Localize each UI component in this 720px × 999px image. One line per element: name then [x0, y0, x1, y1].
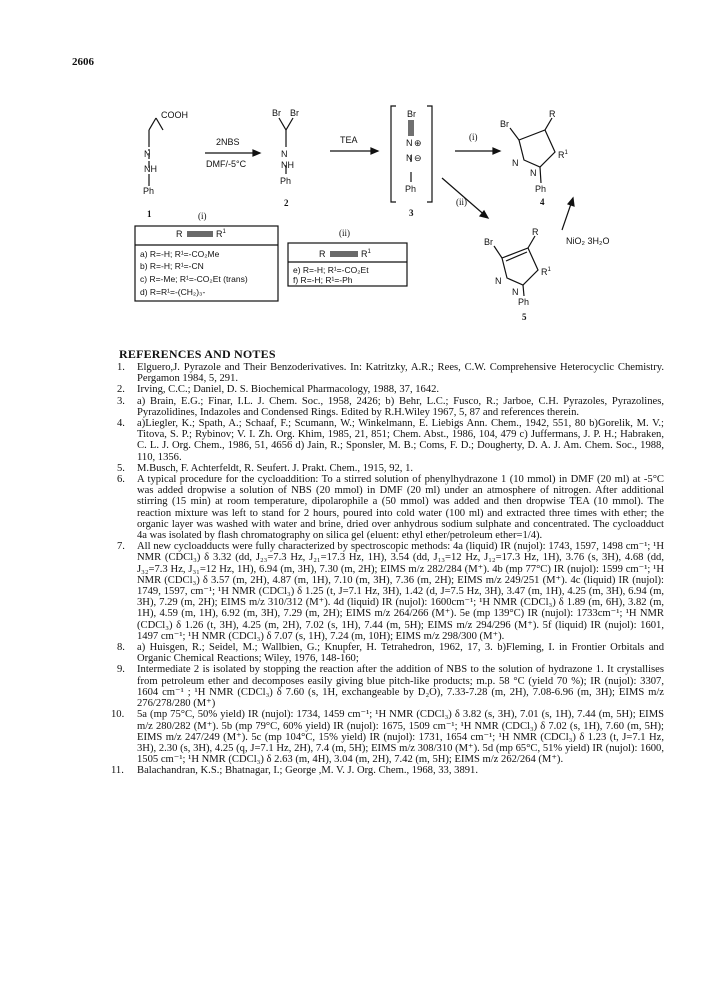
cpd1-n: N — [144, 149, 151, 159]
cpd5-ph: Ph — [518, 297, 530, 307]
cpd3-ph: Ph — [405, 184, 417, 194]
reference-text: a) Brain, E.G.; Finar, I.L. J. Chem. Soc., 1958, 2426; b) Behr, L.C.; Fusco, R.; Jarboe, C.H. Pyrazoles, Pyrazolines, Pyrazolidines, Indazoles and Condensed Rings. Edited by R.H.Wiley 1967, 5, 87 and references therein. — [137, 395, 664, 418]
reference-number: 9. — [117, 664, 125, 676]
cpd3-minus: ⊖ — [414, 153, 422, 163]
cpd5-r: R — [532, 227, 539, 237]
box-i-reagent-left: R — [176, 229, 183, 239]
page-number: 2606 — [72, 56, 94, 68]
reference-text: Irving, C.C.; Daniel, D. S. Biochemical Pharmacology, 1988, 37, 1642. — [137, 384, 440, 396]
reference-number: 4. — [117, 418, 125, 430]
reference-text: All new cycloadducts were fully characterized by spectroscopic methods: 4a (liquid) IR (nujol): 1743, 1597, 1498 cm⁻¹; ¹H NMR (CDCl₃) δ 3.32 (dd, J₂₃=7.3 Hz, J₂₁=17.3 Hz, 1H), 3.54 (dd, J₁₃=12 Hz, J₁₂=17.3 Hz, 1H), 3.76 (s, 3H), 4.68 (dd, J₃₂=7.3 Hz, J₃₁=12 Hz, 1H), 6.94 (m, 3H), 7.30 (m, 2H); EIMS m/z 282/284 (M⁺). 4b (mp 77°C) IR (nujol): 1599 cm⁻¹; ¹H NMR (CDCl₃) δ 3.57 (m, 2H), 4.87 (m, 1H), 7.10 (m, 3H), 7.36 (m, 2H); EIMS m/z 249/251 (M⁺). 4c (liquid) IR (nujol): 1749, 1597, cm⁻¹; ¹H NMR (CDCl₃) δ 1.25 (t, J=7.1 Hz, 3H), 1.42 (d, J=7.5 Hz, 3H), 3.47 (m, 1H), 4.25 (m, 3H), 6.94 (m, 3H), 7.29 (m, 2H); EIMS m/z 310/312 (M⁺). 4d (liquid) IR (nujol): 1600cm⁻¹; ¹H NMR (CDCl₃) δ 1.89 (m, 6H), 3.82 (m, 1H), 4.59 (m, 1H), 6.92 (m, 3H), 7.29 (m, 2H); EIMS m/z 264/266 (M⁺). 5e (mp 139°C) IR (nujol): 1733cm⁻¹; ¹H NMR (CDCl₃) δ 1.26 (t, 3H), 4.25 (m, 2H), 7.02 (s, 1H), 7.44 (m, 5H); EIMS m/z 294/296 (M⁺). 5f (liquid) IR (nujol): 1601, 1497 cm⁻¹; ¹H NMR (CDCl₃) δ 7.07 (s, 1H), 7.24 (m, 10H); EIMS m/z 298/300 (M⁺). — [137, 541, 664, 642]
reference-item — [119, 418, 664, 463]
cpd2-nh: NH — [281, 160, 294, 170]
cpd3-n2: N — [406, 153, 413, 163]
cpd1-group: COOH — [161, 110, 188, 120]
cpd3-plus: ⊕ — [414, 138, 422, 148]
cpd4-n2: N — [530, 168, 537, 178]
reference-item — [119, 541, 664, 642]
reference-item — [119, 396, 664, 418]
arrow-i-label: (i) — [469, 132, 478, 142]
reference-number: 1. — [117, 362, 125, 373]
cpd5-n1: N — [495, 276, 502, 286]
box-i-item-c: c) R=-Me; R¹=-CO₂Et (trans) — [140, 274, 248, 284]
reference-text: Intermediate 2 is isolated by stopping the reaction after the addition of NBS to the solution of hydrazone 1. It crystallises from petroleum ether and decomposes easily giving blue pitch-like products; m.p. 58 °C (yield 70 %); IR (nujol): 3307, 1604 cm⁻¹ ; ¹H NMR (CDCl₃) δ 7.60 (s, 1H, exchangeable by D₂O), 7.33-7.28 (m, 2H), 7.08-6.96 (m, 3H); EIMS m/z 276/278/280 (M⁺) — [137, 664, 664, 710]
reference-text: Balachandran, K.S.; Bhatnagar, I.; George ,M. V. J. Org. Chem., 1968, 33, 3891. — [137, 765, 478, 777]
box-i-item-b: b) R=-H; R¹=-CN — [140, 261, 204, 271]
box-i-heading: (i) — [198, 211, 207, 221]
cpd5-label: 5 — [522, 312, 527, 322]
references-heading: REFERENCES AND NOTES — [119, 347, 276, 361]
cpd4-n1: N — [512, 158, 519, 168]
cpd4-label: 4 — [540, 197, 545, 207]
arrow-ii-label: (ii) — [456, 197, 467, 207]
reference-number: 11. — [111, 765, 124, 777]
cpd2-label: 2 — [284, 198, 289, 208]
box-ii-item-e: e) R=-H; R¹=-CO₂Et — [293, 265, 369, 275]
reference-number: 5. — [117, 462, 125, 474]
arrow1-conditions: DMF/-5°C — [206, 159, 247, 169]
reference-text: Elguero,J. Pyrazole and Their Benzoderivatives. In: Katritzky, A.R.; Rees, C.W. Comprehensive Heterocyclic Chemistry. Pergamon 1984, 5, 291. — [137, 362, 664, 385]
box-ii-reagent-right: $R^1$ — [361, 249, 371, 259]
cpd3-label: 3 — [409, 208, 414, 218]
cpd5-r1: $R^1$ — [541, 267, 551, 277]
reference-item — [111, 709, 664, 766]
cpd2-br-left: Br — [272, 108, 281, 118]
reference-item — [119, 474, 664, 541]
cpd2-br-right: Br — [290, 108, 299, 118]
reference-number: 3. — [117, 395, 125, 407]
references-list — [111, 362, 664, 777]
reference-item — [119, 642, 664, 664]
arrow2-reagent: TEA — [340, 135, 358, 145]
reference-number: 7. — [117, 541, 125, 553]
reference-item — [111, 765, 664, 777]
box-i-item-d: d) R=R¹=-(CH₂)₃- — [140, 287, 206, 297]
reference-number: 8. — [117, 642, 125, 654]
box-i-reagent-right: $R^1$ — [216, 229, 226, 239]
reference-text: a) Huisgen, R.; Seidel, M.; Wallbien, G.; Knupfer, H. Tetrahedron, 1962, 17, 3. b)Fleming, I. in Frontier Orbitals and Organic Chemical Reactions; Wiley, 1976, 148-160; — [137, 642, 664, 665]
reference-text: M.Busch, F. Achterfeldt, R. Seufert. J. Prakt. Chem., 1915, 92, 1. — [137, 462, 414, 474]
reference-item — [119, 362, 664, 384]
reference-item — [119, 664, 664, 709]
reference-item — [119, 384, 664, 395]
reference-number: 6. — [117, 474, 125, 486]
arrow1-reagent: 2NBS — [216, 137, 240, 147]
cpd4-br: Br — [500, 119, 509, 129]
cpd1-ph: Ph — [143, 186, 155, 196]
reference-text: a)Liegler, K.; Spath, A.; Schaaf, F.; Scumann, W.; Winkelmann, E. Liebigs Ann. Chem., 1942, 551, 80 b)Gorelik, M. V.; Titova, S. P.; Rybinov; V. I. Zh. Org. Khim, 1985, 21, 851; Chem. Abst., 1986, 104, 479 c) Juffermans, J. P. H.; Habraken, C. L. J. Org. Chem., 1986, 51, 4656 d) Jain, R.; Sponsler, M. B.; Coms, F. D.; Dougherty, D. A. J. Am. Chem. Soc., 1988, 110, 1356. — [137, 418, 664, 463]
reference-text: 5a (mp 75°C, 50% yield) IR (nujol): 1734, 1459 cm⁻¹; ¹H NMR (CDCl₃) δ 3.82 (s, 3H), 7.01 (s, 1H), 7.44 (m, 5H); EIMS m/z 280/282 (M⁺). 5b (mp 79°C, 60% yield) IR (nujol): 1675, 1509 cm⁻¹; ¹H NMR (CDCl₃) δ 7.02 (s, 1H), 7.60 (m, 5H); EIMS m/z 247/249 (M⁺). 5c (mp 104°C, 15% yield) IR (nujol): 1731, 1654 cm⁻¹; ¹H NMR (CDCl₃) δ 1.23 (t, J=7.1 Hz, 3H), 2.30 (s, 3H), 4.25 (q, J=7.1 Hz, 2H), 7.4 (m, 5H); EIMS m/z 308/310 (M⁺). 5d (mp 65°C, 51% yield) IR (nujol): 1600, 1505 cm⁻¹; ¹H NMR (CDCl₃) δ 2.63 (m, 4H), 3.04 (m, 2H), 7.42 (m, 5H); EIMS m/z 262/264 (M⁺). — [137, 709, 664, 766]
reference-number: 2. — [117, 384, 125, 396]
arrow-nio2-label: NiO₂ 3H₂O — [566, 236, 610, 246]
cpd4-r: R — [549, 109, 556, 119]
cpd4-ph: Ph — [535, 184, 547, 194]
reference-text: A typical procedure for the cycloaddition: To a stirred solution of phenylhydrazone 1 (10 mmol) in DMF (20 ml) at -5°C was added dropwise a solution of NBS (20 mmol) in DMF (20 ml) under an atmosphere of nitrogen. After additional stirring (15 min) at room temperature, dipolarophile a (50 mmol) was added and then dropwise TEA (10 mmol). The reaction mixture was left to stand for 2 hours, poured into cold water (100 ml) and extracted three times with ether; the organic layer was washed with water and brine, dried over anhydrous sodium sulphate and concentrated. The cycloadduct 4a was isolated by flash chromatography on silica gel (eluent: ethyl ether/petroleum ether=1/4). — [137, 474, 664, 542]
cpd4-r1: $R^1$ — [558, 150, 568, 160]
box-i-item-a: a) R=-H; R¹=-CO₂Me — [140, 249, 220, 259]
cpd3-br: Br — [407, 109, 416, 119]
cpd3-n1: N — [406, 138, 413, 148]
box-ii-heading: (ii) — [339, 228, 350, 238]
reaction-scheme — [0, 0, 720, 350]
cpd1-nh: NH — [144, 164, 157, 174]
cpd2-ph: Ph — [280, 176, 292, 186]
box-ii-item-f: f) R=-H; R¹=-Ph — [293, 275, 353, 285]
box-ii-reagent-left: R — [319, 249, 326, 259]
cpd5-br: Br — [484, 237, 493, 247]
cpd5-n2: N — [512, 287, 519, 297]
cpd2-n: N — [281, 149, 288, 159]
reference-number: 10. — [111, 709, 125, 721]
cpd1-label: 1 — [147, 209, 152, 219]
reference-item — [119, 463, 664, 474]
